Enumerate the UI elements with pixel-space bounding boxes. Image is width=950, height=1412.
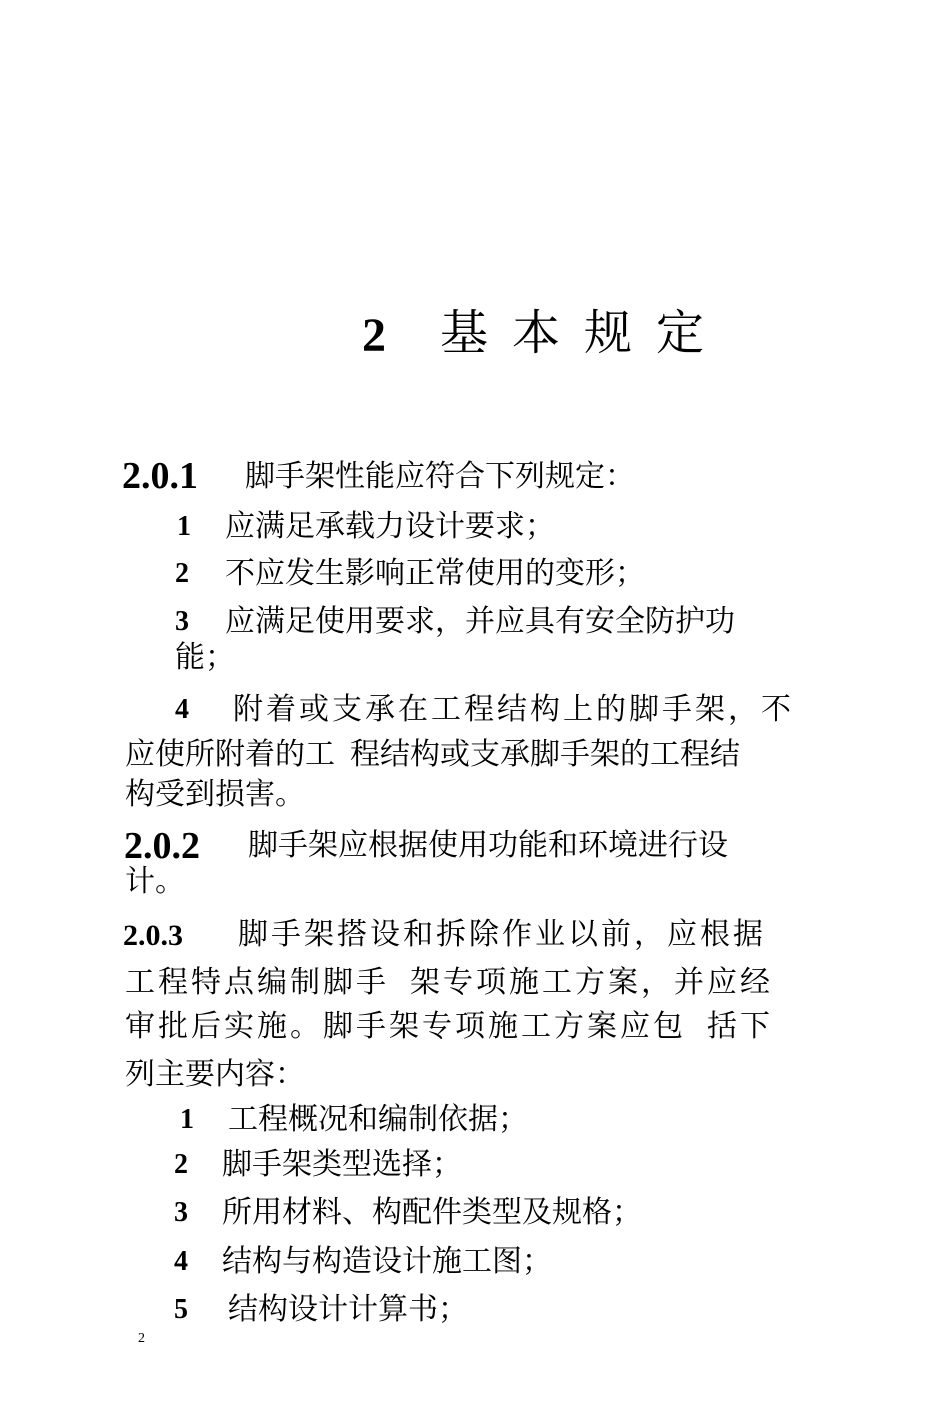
item-text: 应满足承载力设计要求； xyxy=(225,510,555,543)
item-number: 4 xyxy=(175,694,189,725)
section-text: 工程特点编制脚手 架专项施工方案，并应经 xyxy=(125,966,773,999)
page-number: 2 xyxy=(138,1331,145,1346)
item-text: 工程概况和编制依据； xyxy=(228,1103,528,1136)
item-text: 所用材料、构配件类型及规格； xyxy=(222,1196,642,1229)
section-text: 列主要内容： xyxy=(125,1058,305,1091)
item-text: 脚手架类型选择； xyxy=(222,1148,462,1181)
section-text: 计。 xyxy=(125,865,185,898)
section-text: 审批后实施。脚手架专项施工方案应包 括下 xyxy=(125,1010,773,1043)
item-text: 构受到损害。 xyxy=(125,778,305,811)
item-number: 3 xyxy=(175,606,189,637)
section-text: 脚手架性能应符合下列规定： xyxy=(245,460,635,493)
item-text: 不应发生影响正常使用的变形； xyxy=(225,557,645,590)
section-text: 脚手架应根据使用功能和环境进行设 xyxy=(248,829,728,862)
item-text: 应满足使用要求，并应具有安全防护功 xyxy=(225,605,735,638)
section-number: 2.0.1 xyxy=(122,455,198,497)
section-number: 2.0.3 xyxy=(123,919,183,952)
item-number: 4 xyxy=(174,1246,188,1277)
item-text: 附着或支承在工程结构上的脚手架，不 xyxy=(233,693,794,726)
item-number: 5 xyxy=(174,1294,188,1325)
section-text: 脚手架搭设和拆除作业以前，应根据 xyxy=(238,918,766,951)
item-number: 2 xyxy=(174,1149,188,1180)
section-number: 2.0.2 xyxy=(124,825,200,867)
item-text: 结构设计计算书； xyxy=(228,1293,468,1326)
item-number: 3 xyxy=(174,1197,188,1228)
item-text: 能； xyxy=(175,641,235,674)
chapter-number: 2 xyxy=(362,309,386,362)
item-number: 1 xyxy=(180,1104,194,1135)
item-number: 1 xyxy=(177,511,191,542)
item-text: 应使所附着的工 程结构或支承脚手架的工程结 xyxy=(125,738,740,771)
item-number: 2 xyxy=(175,558,189,589)
chapter-title: 基 本 规 定 xyxy=(440,307,711,360)
item-text: 结构与构造设计施工图； xyxy=(222,1245,552,1278)
